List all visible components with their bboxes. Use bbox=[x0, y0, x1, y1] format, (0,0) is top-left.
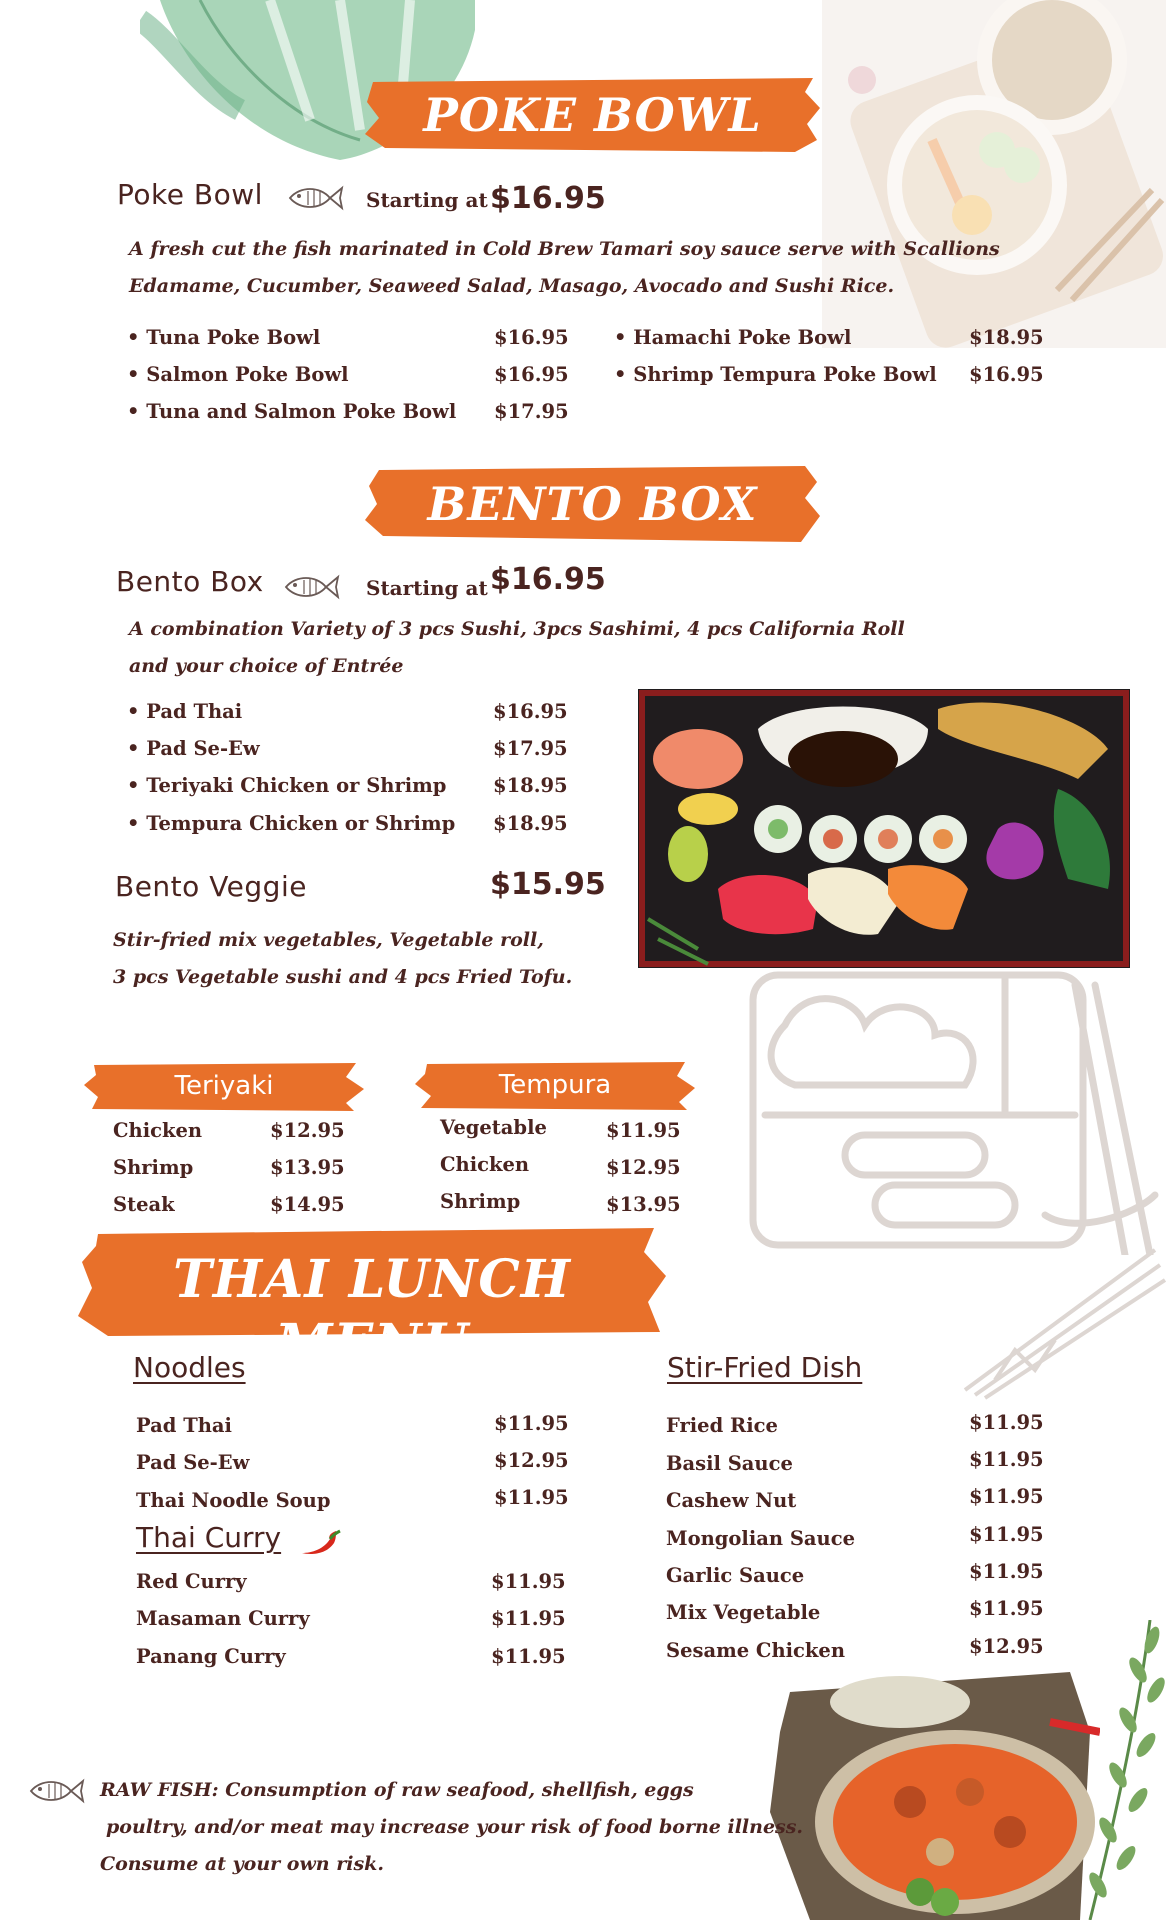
menu-item-name: • Pad Se-Ew bbox=[127, 737, 260, 760]
menu-item-price: $11.95 bbox=[491, 1645, 566, 1668]
poke-bowl-banner-title: POKE BOWL bbox=[423, 88, 762, 142]
bento-veggie-description-line: Stir-fried mix vegetables, Vegetable roll, bbox=[113, 929, 544, 951]
menu-item-price: $12.95 bbox=[494, 1449, 569, 1472]
warning-line: poultry, and/or meat may increase your risk of food borne illness. bbox=[106, 1816, 804, 1838]
teriyaki-tab bbox=[84, 1063, 364, 1111]
menu-item-price: $18.95 bbox=[493, 812, 568, 835]
menu-item-name: Steak bbox=[113, 1193, 175, 1216]
noodles-title: Noodles bbox=[133, 1351, 246, 1384]
menu-item-price: $12.95 bbox=[969, 1635, 1044, 1658]
menu-item-price: $14.95 bbox=[270, 1193, 345, 1216]
menu-item-name: Fried Rice bbox=[666, 1414, 778, 1437]
menu-item-name: • Pad Thai bbox=[127, 700, 243, 723]
menu-item-price: $18.95 bbox=[969, 326, 1044, 349]
menu-item-name: • Salmon Poke Bowl bbox=[127, 363, 349, 386]
herb-bundle-icon bbox=[955, 1240, 1166, 1400]
menu-item-name: Vegetable bbox=[440, 1116, 547, 1139]
herb-sprig-icon bbox=[1080, 1620, 1166, 1920]
curry-photo bbox=[770, 1672, 1100, 1920]
menu-item-price: $11.95 bbox=[969, 1411, 1044, 1434]
poke-description-line: A fresh cut the fish marinated in Cold Brew Tamari soy sauce serve with Scallions bbox=[129, 238, 1000, 260]
tempura-tab bbox=[415, 1062, 695, 1110]
fish-icon bbox=[27, 1776, 85, 1806]
teriyaki-title: Teriyaki bbox=[174, 1071, 274, 1101]
menu-item-name: • Tempura Chicken or Shrimp bbox=[127, 812, 456, 835]
bento-veggie-price: $15.95 bbox=[490, 867, 606, 902]
menu-item-name: Masaman Curry bbox=[136, 1607, 310, 1630]
poke-bowl-banner bbox=[365, 78, 820, 152]
raw-fish-warning bbox=[100, 1772, 803, 1883]
menu-item-name: • Teriyaki Chicken or Shrimp bbox=[127, 774, 447, 797]
menu-item-price: $16.95 bbox=[494, 326, 569, 349]
menu-item-price: $11.95 bbox=[969, 1448, 1044, 1471]
stir-fried-title: Stir-Fried Dish bbox=[667, 1351, 863, 1384]
poke-starting-label: Starting at bbox=[366, 188, 488, 212]
poke-starting-price: $16.95 bbox=[490, 181, 606, 216]
warning-line: RAW FISH: Consumption of raw seafood, shellfish, eggs bbox=[100, 1779, 694, 1801]
menu-item-price: $18.95 bbox=[493, 774, 568, 797]
menu-item-name: • Hamachi Poke Bowl bbox=[614, 326, 852, 349]
poke-description-line: Edamame, Cucumber, Seaweed Salad, Masago, Avocado and Sushi Rice. bbox=[129, 275, 895, 297]
bento-veggie-description bbox=[113, 922, 572, 996]
bento-veggie-description-line: 3 pcs Vegetable sushi and 4 pcs Fried Tofu. bbox=[113, 966, 573, 988]
menu-item-price: $11.95 bbox=[969, 1597, 1044, 1620]
menu-item-name: Pad Se-Ew bbox=[136, 1451, 250, 1474]
menu-item-name: Basil Sauce bbox=[666, 1452, 793, 1475]
menu-item-price: $11.95 bbox=[491, 1570, 566, 1593]
menu-item-name: • Tuna and Salmon Poke Bowl bbox=[127, 400, 457, 423]
menu-item-name: • Shrimp Tempura Poke Bowl bbox=[614, 363, 937, 386]
menu-item-name: Panang Curry bbox=[136, 1645, 286, 1668]
menu-item-price: $11.95 bbox=[606, 1119, 681, 1142]
menu-item-name: Chicken bbox=[113, 1119, 203, 1142]
poke-bowl-title: Poke Bowl bbox=[117, 178, 263, 211]
fish-icon bbox=[282, 572, 340, 602]
bento-box-outline-icon bbox=[745, 965, 1166, 1255]
menu-item-price: $16.95 bbox=[494, 363, 569, 386]
menu-item-name: Thai Noodle Soup bbox=[136, 1489, 331, 1512]
menu-item-price: $16.95 bbox=[969, 363, 1044, 386]
menu-item-price: $17.95 bbox=[494, 400, 569, 423]
menu-item-price: $11.95 bbox=[969, 1523, 1044, 1546]
menu-item-name: Mongolian Sauce bbox=[666, 1527, 856, 1550]
menu-item-name: Chicken bbox=[440, 1153, 530, 1176]
warning-line: Consume at your own risk. bbox=[100, 1853, 384, 1875]
menu-item-name: Sesame Chicken bbox=[666, 1639, 846, 1662]
bento-starting-label: Starting at bbox=[366, 576, 488, 600]
bento-veggie-title: Bento Veggie bbox=[115, 870, 307, 903]
bento-description bbox=[129, 611, 905, 685]
menu-item-price: $17.95 bbox=[493, 737, 568, 760]
bento-box-banner bbox=[365, 466, 820, 542]
menu-item-price: $11.95 bbox=[494, 1486, 569, 1509]
bento-description-line: and your choice of Entrée bbox=[129, 655, 404, 677]
thai-lunch-menu-title: THAI LUNCH MENU bbox=[173, 1249, 571, 1374]
bento-box-photo bbox=[638, 689, 1130, 968]
menu-item-name: Red Curry bbox=[136, 1570, 247, 1593]
menu-item-name: • Tuna Poke Bowl bbox=[127, 326, 321, 349]
menu-item-name: Shrimp bbox=[440, 1190, 521, 1213]
bento-description-line: A combination Variety of 3 pcs Sushi, 3pcs Sashimi, 4 pcs California Roll bbox=[129, 618, 905, 640]
bento-box-title: Bento Box bbox=[116, 565, 264, 598]
menu-item-price: $11.95 bbox=[494, 1412, 569, 1435]
menu-item-name: Shrimp bbox=[113, 1156, 194, 1179]
bento-starting-price: $16.95 bbox=[490, 562, 606, 597]
thai-curry-title: Thai Curry bbox=[136, 1521, 282, 1554]
fish-icon bbox=[286, 183, 344, 213]
tempura-title: Tempura bbox=[498, 1070, 612, 1100]
menu-item-price: $11.95 bbox=[491, 1607, 566, 1630]
chili-pepper-icon bbox=[300, 1527, 342, 1557]
menu-item-name: Cashew Nut bbox=[666, 1489, 797, 1512]
bento-box-banner-title: BENTO BOX bbox=[427, 477, 758, 531]
menu-item-price: $12.95 bbox=[270, 1119, 345, 1142]
menu-item-name: Mix Vegetable bbox=[666, 1601, 821, 1624]
menu-item-price: $13.95 bbox=[606, 1193, 681, 1216]
menu-item-name: Garlic Sauce bbox=[666, 1564, 805, 1587]
poke-description bbox=[129, 231, 1000, 305]
menu-item-price: $11.95 bbox=[969, 1560, 1044, 1583]
menu-item-name: Pad Thai bbox=[136, 1414, 232, 1437]
menu-item-price: $13.95 bbox=[270, 1156, 345, 1179]
menu-item-price: $12.95 bbox=[606, 1156, 681, 1179]
menu-item-price: $11.95 bbox=[969, 1485, 1044, 1508]
menu-item-price: $16.95 bbox=[493, 700, 568, 723]
